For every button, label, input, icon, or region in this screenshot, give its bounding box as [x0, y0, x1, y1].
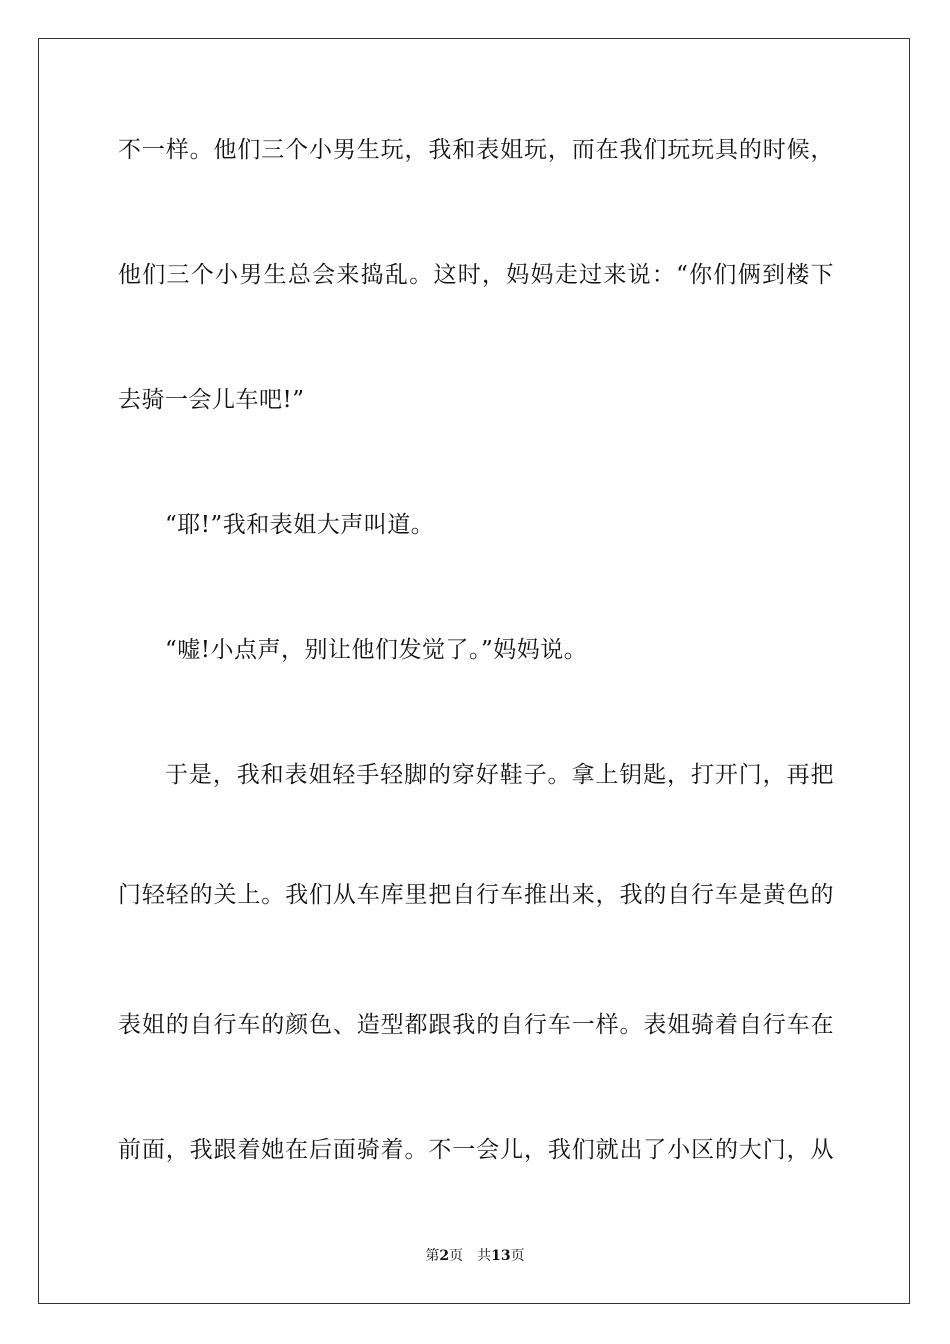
- text-line-8: 表姐的自行车的颜色、造型都跟我的自行车一样。表姐骑着自行车在: [118, 1012, 834, 1038]
- text-line-3: 去骑一会儿车吧!”: [118, 387, 305, 413]
- footer-page-prefix: 第: [425, 1248, 440, 1264]
- footer-total-prefix: 共: [477, 1248, 492, 1264]
- footer-page-number: 2: [439, 1248, 450, 1264]
- text-line-5: “嘘!小点声，别让他们发觉了。”妈妈说。: [165, 637, 588, 663]
- text-line-2: 他们三个小男生总会来捣乱。这时，妈妈走过来说：“你们俩到楼下: [118, 262, 834, 288]
- page-footer: [0, 1246, 950, 1266]
- text-line-4: “耶!”我和表姐大声叫道。: [165, 512, 435, 538]
- footer-page-suffix: 页: [449, 1248, 464, 1264]
- footer-total-suffix: 页: [510, 1248, 525, 1264]
- text-line-6: 于是，我和表姐轻手轻脚的穿好鞋子。拿上钥匙，打开门，再把: [165, 762, 834, 788]
- footer-total-number: 13: [491, 1248, 511, 1264]
- page-border: [38, 38, 910, 1304]
- text-line-7: 门轻轻的关上。我们从车库里把自行车推出来，我的自行车是黄色的: [118, 882, 834, 908]
- text-line-9: 前面，我跟着她在后面骑着。不一会儿，我们就出了小区的大门，从: [118, 1137, 834, 1163]
- text-line-1: 不一样。他们三个小男生玩，我和表姐玩，而在我们玩玩具的时候，: [118, 137, 834, 163]
